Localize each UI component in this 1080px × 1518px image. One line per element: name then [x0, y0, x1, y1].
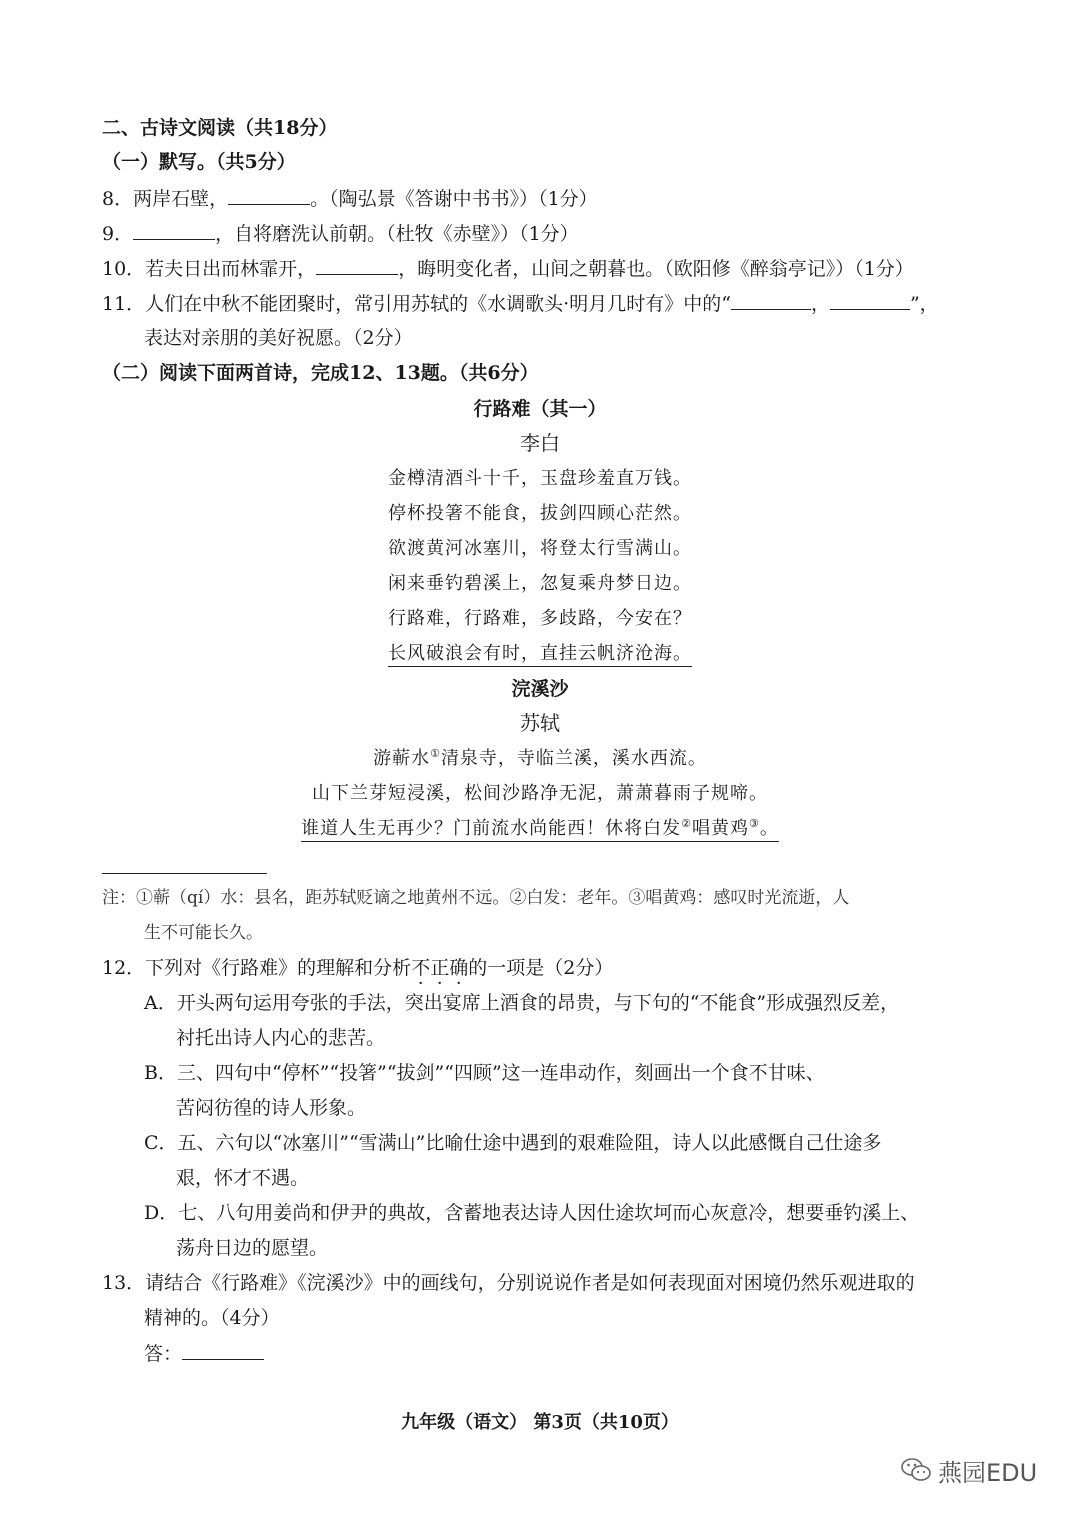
option-b-cont: 苦闷彷徨的诗人形象。 — [176, 1097, 367, 1119]
answer-blank[interactable] — [830, 289, 910, 310]
answer-blank[interactable] — [182, 1339, 264, 1360]
footnote-line: 生不可能长久。 — [144, 923, 263, 943]
emphasis-char: 不 — [411, 957, 431, 979]
question-13: 13．请结合《行路难》《浣溪沙》中的画线句，分别说说作者是如何表现面对困境仍然乐观进取的 — [102, 1272, 915, 1294]
watermark — [900, 1452, 1037, 1488]
answer-line: 答： — [144, 1339, 264, 1368]
question-10: 10．若夫日出而林霏开， ，晦明变化者，山间之朝暮也。（欧阳修《醉翁亭记》）（1分） — [102, 254, 914, 283]
footnote-marker: ② — [681, 817, 692, 830]
option-a-cont: 衬托出诗人内心的悲苦。 — [176, 1027, 386, 1049]
question-12: 12．下列对《行路难》的理解和分析不正确的一项是（2分） — [102, 954, 613, 982]
poem2-title: 浣溪沙 — [511, 678, 569, 700]
option-d-cont: 荡舟日边的愿望。 — [176, 1237, 329, 1259]
footnote-divider — [102, 873, 267, 874]
poem2-line: 山下兰芽短浸溪，松间沙路净无泥，萧萧暮雨子规啼。 — [312, 783, 768, 804]
option-c: C．五、六句以“冰塞川”“雪满山”比喻仕途中遇到的艰难险阻，诗人以此感慨自己仕途多 — [144, 1132, 882, 1154]
page-footer: 九年级（语文） 第3页（共10页） — [401, 1412, 679, 1433]
footnote-marker: ① — [430, 747, 441, 760]
answer-blank[interactable] — [316, 254, 398, 275]
emphasis-char: 确 — [449, 957, 469, 979]
question-8: 8．两岸石壁， 。（陶弘景《答谢中书书》）（1分） — [102, 184, 598, 213]
poem2-line: 游蕲水①清泉寺，寺临兰溪，溪水西流。 — [373, 747, 707, 769]
poem2-underlined-line: 谁道人生无再少？门前流水尚能西！休将白发②唱黄鸡③。 — [0, 815, 1080, 843]
poem2-author: 苏轼 — [520, 711, 560, 735]
watermark-text: 燕园EDU — [938, 1458, 1038, 1487]
wechat-icon — [900, 1456, 932, 1484]
footnote-line: 注：①蕲（qí）水：县名，距苏轼贬谪之地黄州不远。②白发：老年。③唱黄鸡：感叹时光流逝，人 — [102, 888, 850, 908]
footnote-marker: ③ — [749, 817, 760, 830]
option-b: B．三、四句中“停杯”“投箸”“拔剑”“四顾”这一连串动作，刻画出一个食不甘味、 — [144, 1062, 825, 1084]
poem1-line: 金樽清酒斗十千，玉盘珍羞直万钱。 — [388, 468, 692, 489]
poem1-line: 欲渡黄河冰塞川，将登太行雪满山。 — [388, 538, 692, 559]
question-13-cont: 精神的。（4分） — [144, 1307, 280, 1329]
poem1-line: 停杯投箸不能食，拔剑四顾心茫然。 — [388, 503, 692, 524]
answer-blank[interactable] — [731, 289, 811, 310]
emphasis-char: 正 — [430, 957, 450, 979]
part1-heading: （一）默写。（共5分） — [102, 151, 296, 173]
poem1-underlined-line: 长风破浪会有时，直挂云帆济沧海。 — [0, 640, 1080, 668]
poem1-line: 行路难，行路难，多歧路，今安在？ — [388, 608, 692, 629]
section-heading: 二、古诗文阅读（共18分） — [102, 117, 338, 139]
poem1-line: 闲来垂钓碧溪上，忽复乘舟梦日边。 — [388, 573, 692, 594]
option-c-cont: 艰，怀才不遇。 — [176, 1167, 310, 1189]
question-11: 11．人们在中秋不能团聚时，常引用苏轼的《水调歌头·明月几时有》中的“ ， ”， — [102, 289, 939, 318]
question-11-cont: 表达对亲朋的美好祝愿。（2分） — [144, 327, 413, 349]
question-9: 9． ，自将磨洗认前朝。（杜牧《赤壁》）（1分） — [102, 219, 579, 248]
answer-blank[interactable] — [133, 219, 215, 240]
option-a: A．开头两句运用夸张的手法，突出宴席上酒食的昂贵，与下句的“不能食”形成强烈反差， — [144, 992, 900, 1014]
poem1-author: 李白 — [520, 431, 560, 455]
option-d: D．七、八句用姜尚和伊尹的典故，含蓄地表达诗人因仕途坎坷而心灰意冷，想要垂钓溪上、 — [144, 1202, 920, 1224]
poem1-title: 行路难（其一） — [473, 398, 607, 420]
part2-heading: （二）阅读下面两首诗，完成12、13题。（共6分） — [102, 362, 539, 384]
answer-blank[interactable] — [228, 184, 310, 205]
